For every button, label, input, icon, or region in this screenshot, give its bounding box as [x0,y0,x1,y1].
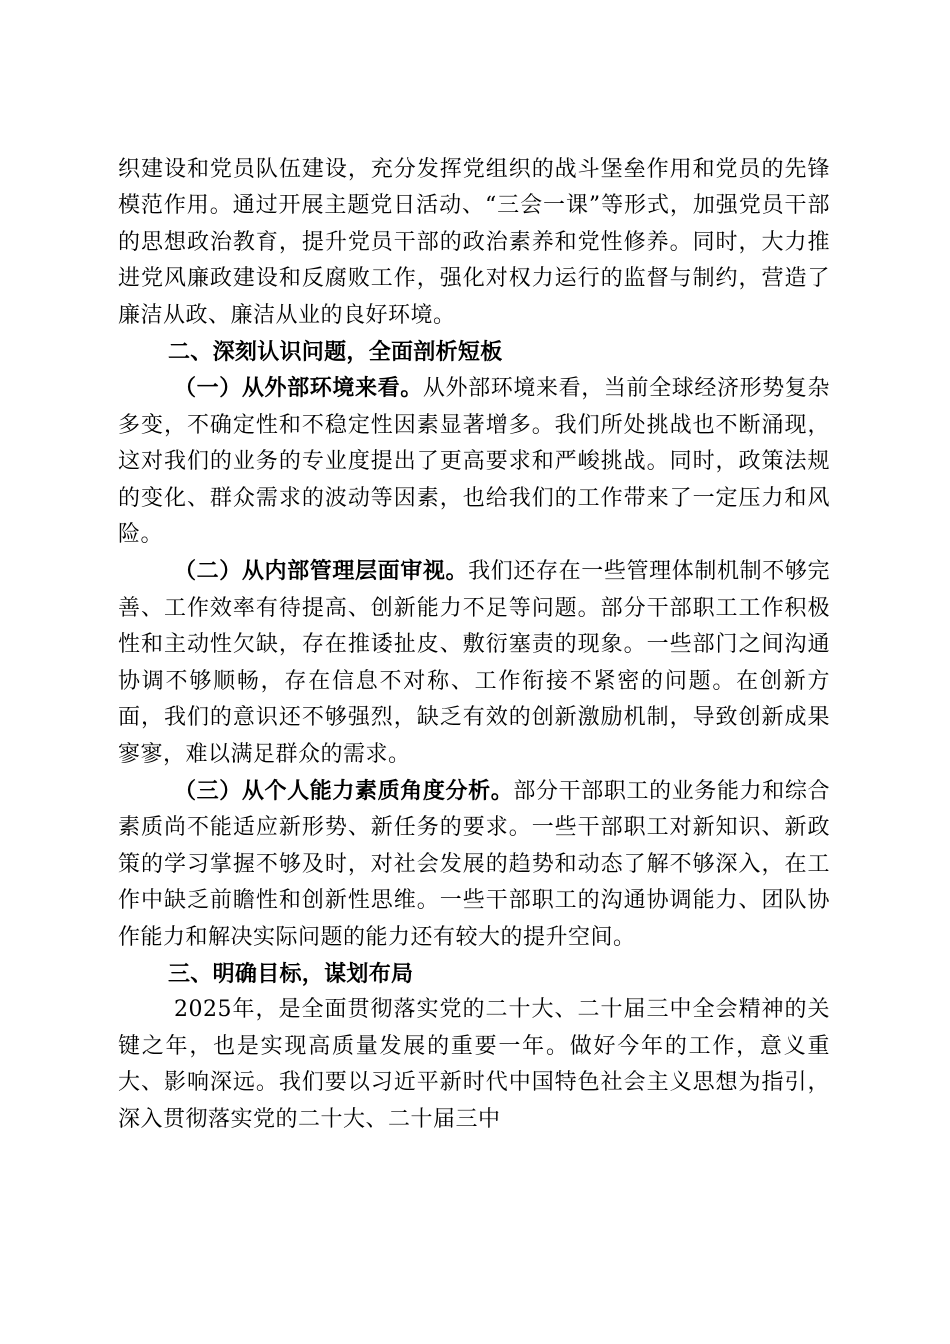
section-heading-2: 二、深刻认识问题，全面剖析短板 [168,339,503,366]
subsection-body-3: 部分干部职工的业务能力和综合素质尚不能适应新形势、新任务的要求。一些干部职工对新知识、新政策的学习掌握不够及时，对社会发展的趋势和动态了解不够深入，在工作中缺乏前瞻性和创新性思维。一些干部职工的沟通协调能力、团队协作能力和解决实际问题的能力还有较大的提升空间。 [118,778,830,950]
subsection-body-2: 我们还存在一些管理体制机制不够完善、工作效率有待提高、创新能力不足等问题。部分干部职工工作积极性和主动性欠缺，存在推诿扯皮、敷衍塞责的现象。一些部门之间沟通协调不够顺畅，存在信息不对称、工作衔接不紧密的问题。在创新方面，我们的意识还不够强烈，缺乏有效的创新激励机制，导致创新成果寥寥，难以满足群众的需求。 [118,559,830,767]
subsection-lead-3: （三）从个人能力素质角度分析。 [174,777,514,804]
paragraph-external-environment [118,370,830,553]
subsection-lead-1: （一）从外部环境来看。 [174,375,423,402]
document-page [118,152,830,1138]
paragraph-internal-management [118,553,830,772]
subsection-body-1: 从外部环境来看，当前全球经济形势复杂多变，不确定性和不稳定性因素显著增多。我们所处挑战也不断涌现，这对我们的业务的专业度提出了更高要求和严峻挑战。同时，政策法规的变化、群众需求的波动等因素，也给我们的工作带来了一定压力和风险。 [118,376,830,548]
section-heading-3: 三、明确目标，谋划布局 [168,960,414,987]
paragraph-personal-ability [118,773,830,956]
paragraph-2025-goals: 2025年，是全面贯彻落实党的二十大、二十届三中全会精神的关键之年，也是实现高质量发展的重要一年。做好今年的工作，意义重大、影响深远。我们要以习近平新时代中国特色社会主义思想为指引，深入贯彻落实党的二十大、二十届三中 [118,997,830,1132]
paragraph-party-building: 织建设和党员队伍建设，充分发挥党组织的战斗堡垒作用和党员的先锋模范作用。通过开展主题党日活动、“三会一课”等形式，加强党员干部的思想政治教育，提升党员干部的政治素养和党性修养。同时，大力推进党风廉政建设和反腐败工作，强化对权力运行的监督与制约，营造了廉洁从政、廉洁从业的良好环境。 [118,157,830,328]
subsection-lead-2: （二）从内部管理层面审视。 [174,558,469,585]
